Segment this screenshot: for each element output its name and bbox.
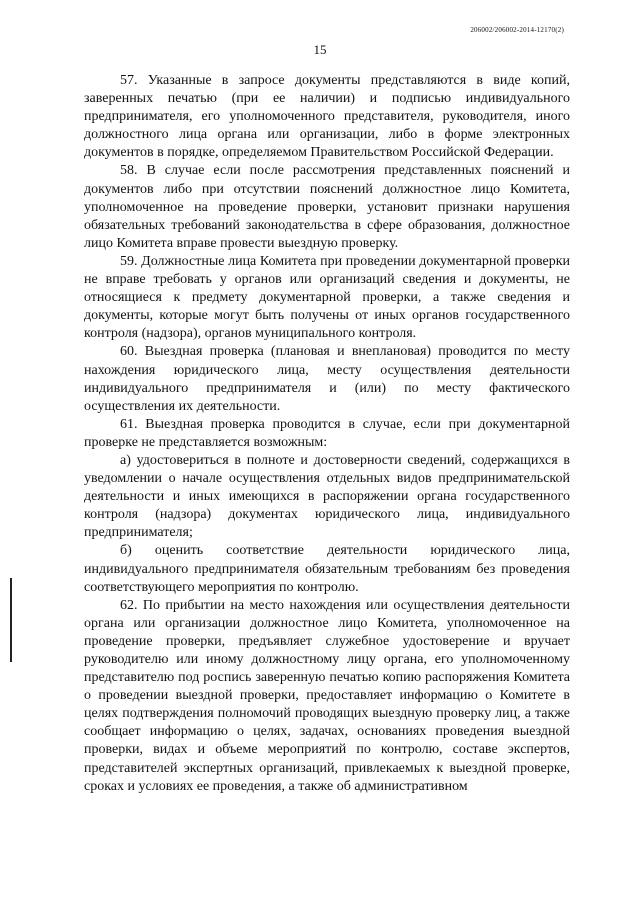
margin-mark (10, 578, 12, 662)
document-body (84, 72, 570, 796)
list-item-b: б) оценить соответствие деятельности юридического лица, индивидуального предпринимателя обязательным требованиям без проведения соответствующего мероприятия по контролю. (84, 543, 570, 595)
paragraph-58: 58. В случае если после рассмотрения представленных пояснений и документов либо при отсутствии пояснений должностное лицо Комитета, уполномоченное на проведение проверки, установит признаки нарушения обязательных требований законодательства в сфере образования, должностное лицо Комитета вправе провести выездную проверку. (84, 163, 570, 251)
paragraph-60: 60. Выездная проверка (плановая и внеплановая) проводится по месту нахождения юридического лица, месту осуществления деятельности индивидуального предпринимателя и (или) по месту фактического осуществления их деятельности. (84, 344, 570, 414)
list-item-a: а) удостовериться в полноте и достоверности сведений, содержащихся в уведомлении о начале осуществления отдельных видов предпринимательской деятельности и иных имеющихся в распоряжении органа государственного контроля (надзора) документах юридического лица, индивидуального предпринимателя; (84, 452, 570, 541)
document-code: 206002/206002-2014-12170(2) (470, 26, 564, 34)
page-number: 15 (313, 42, 327, 57)
paragraph-62: 62. По прибытии на место нахождения или осуществления деятельности органа или организации должностное лицо Комитета, уполномоченное на проведение проверки, предъявляет служебное удостоверение и вручает руководителю или иному должностному лицу органа, его уполномоченному представителю под роспись заверенную печатью копию распоряжения Комитета о проведении выездной проверки, предоставляет информацию о Комитете в целях подтверждения полномочий проводящих выездную проверку лиц, а также сообщает информацию о целях, задачах, основаниях проведения выездной проверки, видах и объеме мероприятий по контролю, составе экспертов, представителей экспертных организаций, привлекаемых к выездной проверке, сроках и условиях ее проведения, а также об административном (84, 597, 570, 794)
paragraph-61: 61. Выездная проверка проводится в случае, если при документарной проверке не представляется возможным: (84, 416, 570, 450)
paragraph-59: 59. Должностные лица Комитета при проведении документарной проверки не вправе требовать у органов или организаций сведения и документы, не относящиеся к предмету документарной проверки, а также сведения и документы, которые могут быть получены от иных органов государственного контроля (надзора), органов муниципального контроля. (84, 253, 570, 342)
paragraph-57: 57. Указанные в запросе документы представляются в виде копий, заверенных печатью (при ее наличии) и подписью индивидуального предпринимателя, его уполномоченного представителя, руководителя, иного должностного лица органа или организации, либо в форме электронных документов в порядке, определяемом Правительством Российской Федерации. (84, 73, 570, 161)
